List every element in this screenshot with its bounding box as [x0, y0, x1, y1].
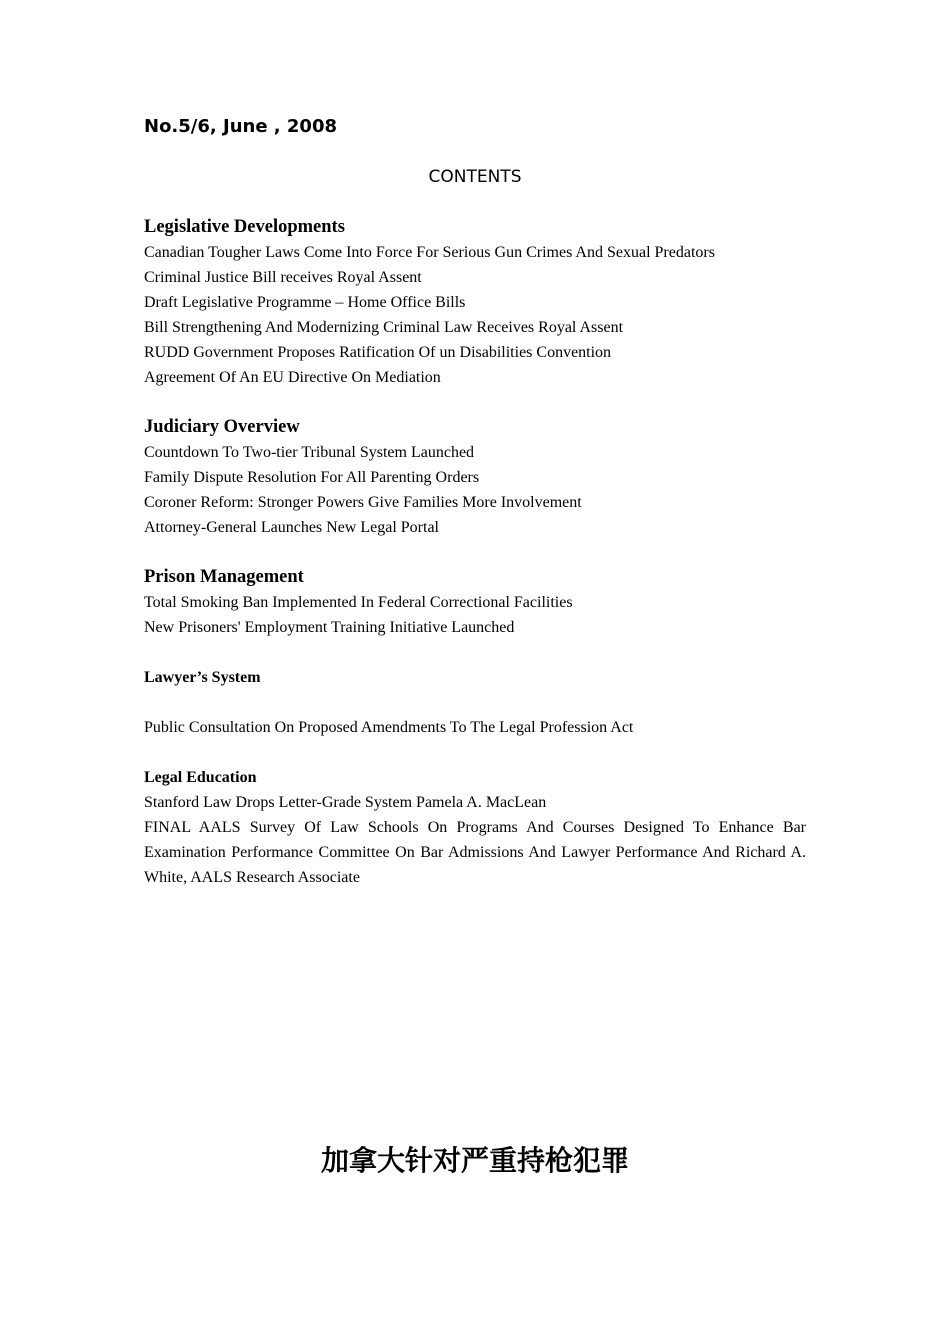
toc-item[interactable]: Attorney-General Launches New Legal Portal [144, 519, 439, 536]
toc-item[interactable]: Family Dispute Resolution For All Parenting Orders [144, 469, 480, 486]
issue-number: No.5/6, June , 2008 [144, 116, 337, 137]
toc-item[interactable]: Stanford Law Drops Letter-Grade System Pamela A. MacLean [144, 794, 547, 811]
contents-heading: CONTENTS [428, 167, 522, 187]
toc-item[interactable]: RUDD Government Proposes Ratification Of un Disabilities Convention [144, 344, 612, 361]
section-lawyers-system [144, 665, 806, 740]
toc-item[interactable]: Public Consultation On Proposed Amendments To The Legal Profession Act [144, 719, 634, 736]
toc-item[interactable]: Canadian Tougher Laws Come Into Force For Serious Gun Crimes And Sexual Predators [144, 244, 715, 261]
toc-item[interactable]: Countdown To Two-tier Tribunal System Launched [144, 444, 475, 461]
section-legislative-developments [144, 215, 806, 390]
section-heading: Lawyer’s System [144, 669, 261, 686]
blank-line [144, 690, 806, 715]
toc-item[interactable]: Agreement Of An EU Directive On Mediation [144, 369, 441, 386]
section-heading: Legal Education [144, 769, 257, 786]
toc-item[interactable]: FINAL AALS Survey Of Law Schools On Programs And Courses Designed To Enhance Bar Examination Performance Committee On Bar Admissions And Lawyer Performance And Richard A. White, AALS Research Associate [144, 819, 806, 886]
section-heading: Prison Management [144, 567, 304, 587]
section-judiciary-overview [144, 415, 806, 540]
section-heading: Legislative Developments [144, 217, 345, 237]
table-of-contents [144, 215, 806, 915]
toc-item[interactable]: Criminal Justice Bill receives Royal Assent [144, 269, 422, 286]
toc-item[interactable]: Draft Legislative Programme – Home Office Bills [144, 294, 466, 311]
section-prison-management [144, 565, 806, 640]
toc-item[interactable]: Bill Strengthening And Modernizing Criminal Law Receives Royal Assent [144, 319, 624, 336]
section-heading: Judiciary Overview [144, 417, 300, 437]
toc-item[interactable]: Total Smoking Ban Implemented In Federal Correctional Facilities [144, 594, 573, 611]
section-legal-education [144, 765, 806, 890]
toc-item[interactable]: Coroner Reform: Stronger Powers Give Families More Involvement [144, 494, 582, 511]
chinese-article-title: 加拿大针对严重持枪犯罪 [320, 1144, 629, 1177]
toc-item[interactable]: New Prisoners' Employment Training Initiative Launched [144, 619, 515, 636]
